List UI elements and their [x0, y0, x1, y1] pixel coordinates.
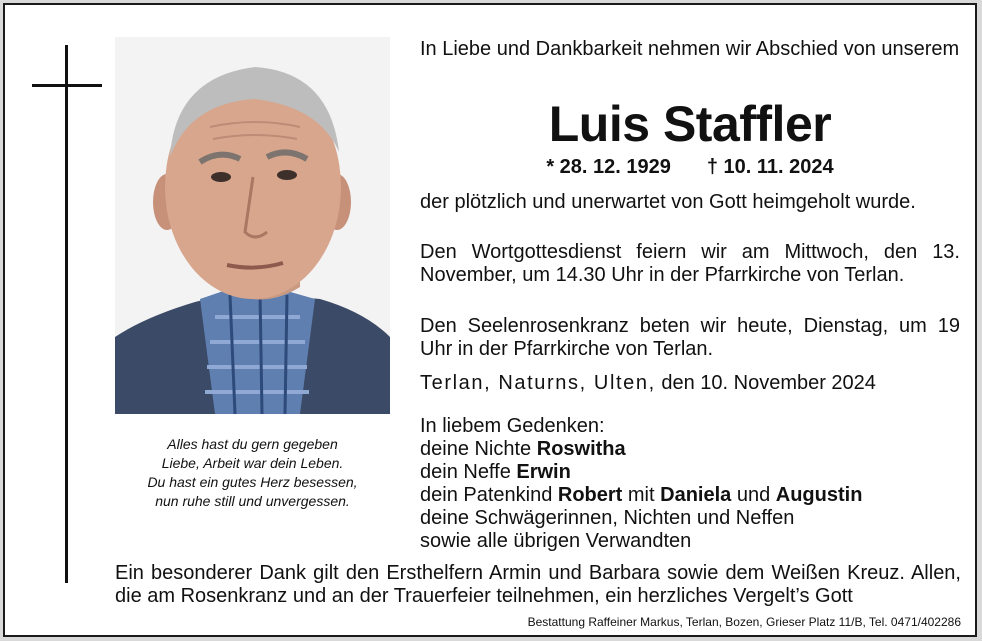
- list-item: sowie alle übrigen Verwandten: [420, 530, 692, 552]
- mourners-heading: In liebem Gedenken:: [420, 415, 605, 437]
- relation-label: deine Nichte: [420, 438, 537, 460]
- list-item: [420, 438, 960, 461]
- mourner-name: Roswitha: [536, 438, 626, 460]
- death-notice: der plötzlich und unerwartet von Gott heimgeholt wurde.: [420, 191, 916, 213]
- notice-date: den 10. November 2024: [655, 372, 876, 394]
- life-dates: [420, 155, 960, 179]
- list-item: deine Schwägerinnen, Nichten und Neffen: [420, 507, 795, 529]
- mourner-name: Daniela: [660, 484, 732, 506]
- thanks-text: Ein besonderer Dank gilt den Ersthelfern Armin und Barbara sowie dem Weißen Kreuz. Allen, die am Rosenkranz und an der Trauerfeier teilnehmen, ein herzliches Vergelt’s Gott: [115, 562, 961, 607]
- mourners-list: [420, 415, 960, 553]
- connector-text: und: [731, 484, 776, 506]
- list-item: [420, 461, 960, 484]
- service-info: Den Wortgottesdienst feiern wir am Mittwoch, den 13. November, um 14.30 Uhr in der Pfarrkirche von Terlan.: [420, 241, 960, 286]
- poem-line: nun ruhe still und unvergessen.: [155, 493, 350, 509]
- cross-icon-bar: [32, 84, 102, 87]
- funeral-home-credit: Bestattung Raffeiner Markus, Terlan, Bozen, Grieser Platz 11/B, Tel. 0471/402286: [522, 614, 961, 630]
- list-item: [420, 484, 960, 507]
- death-date: † 10. 11. 2024: [706, 156, 834, 178]
- intro-text: In Liebe und Dankbarkeit nehmen wir Abschied von unserem: [420, 38, 960, 60]
- poem-line: Du hast ein gutes Herz besessen,: [147, 474, 358, 490]
- cross-icon: [65, 45, 68, 583]
- portrait-photo: [115, 37, 390, 414]
- place-names: Terlan, Naturns, Ulten,: [420, 372, 656, 394]
- mourner-name: Erwin: [516, 461, 571, 483]
- relation-label: dein Neffe: [420, 461, 517, 483]
- mourner-name: Robert: [557, 484, 623, 506]
- relation-label: dein Patenkind: [420, 484, 558, 506]
- obituary-card: [3, 3, 977, 637]
- place-date: [420, 372, 960, 395]
- birth-date: * 28. 12. 1929: [546, 156, 671, 178]
- poem-line: Liebe, Arbeit war dein Leben.: [161, 455, 344, 471]
- rosary-info: Den Seelenrosenkranz beten wir heute, Dienstag, um 19 Uhr in der Pfarrkirche von Terlan.: [420, 315, 960, 360]
- connector-text: mit: [622, 484, 661, 506]
- mourner-name: Augustin: [775, 484, 863, 506]
- deceased-name: Luis Staffler: [548, 96, 832, 152]
- poem-line: Alles hast du gern gegeben: [167, 436, 338, 452]
- poem: [115, 435, 390, 511]
